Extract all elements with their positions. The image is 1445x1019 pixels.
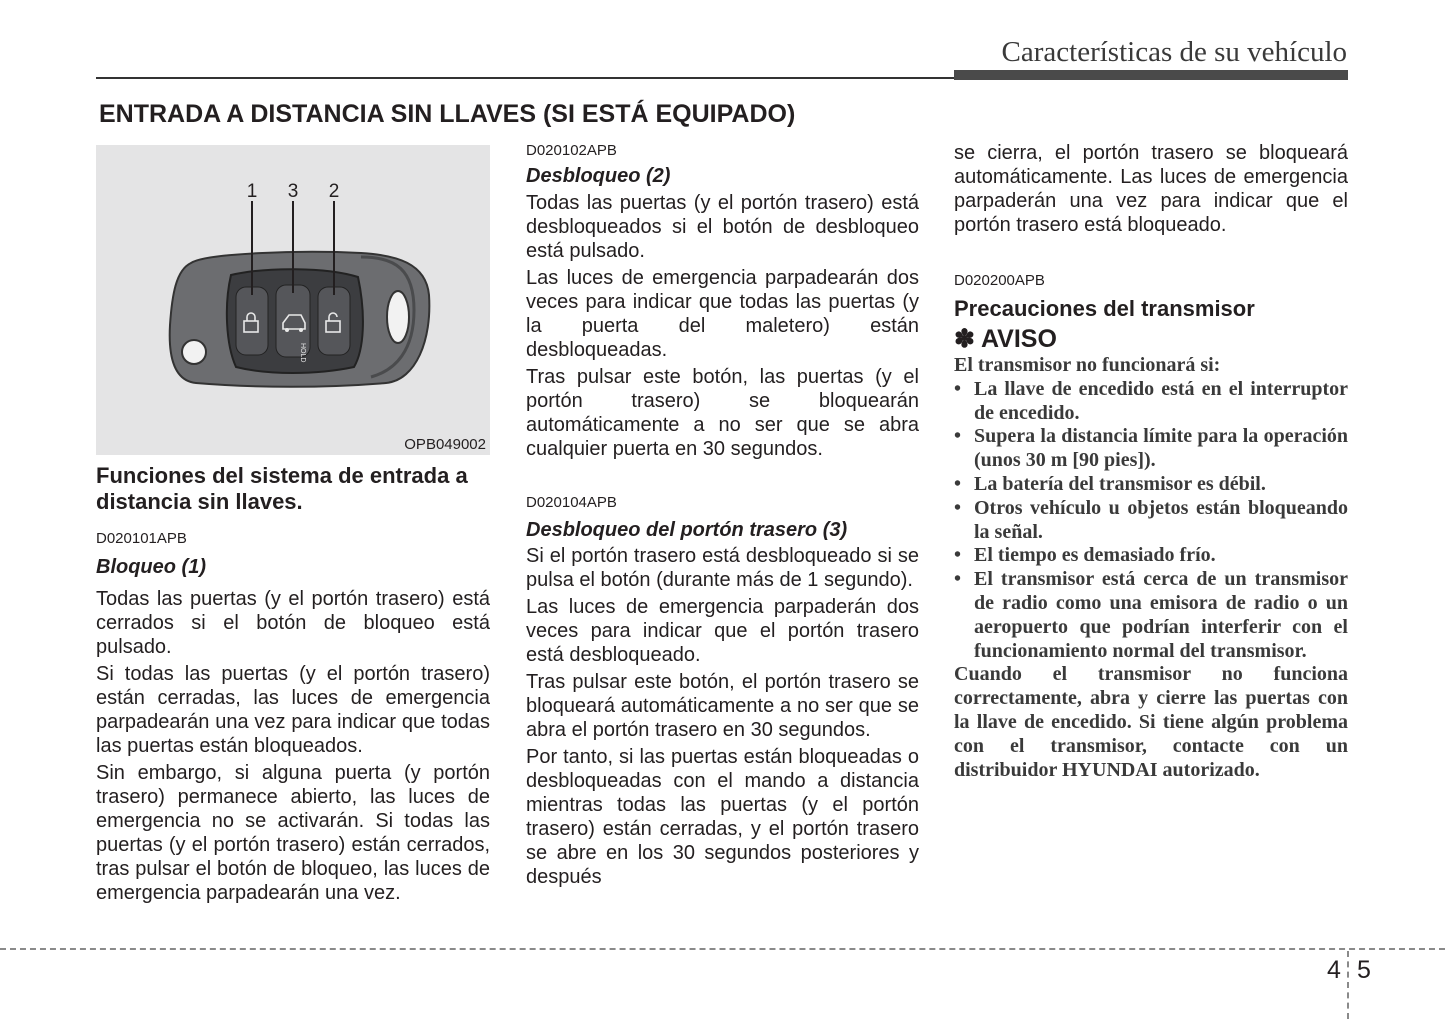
list-item: • El tiempo es demasiado frío. xyxy=(954,544,1216,567)
aviso-label: AVISO xyxy=(980,325,1057,353)
fob-lanyard-hole xyxy=(182,340,206,364)
key-fob-figure xyxy=(96,145,490,455)
running-header: Características de su vehículo xyxy=(1001,36,1347,68)
column-3 xyxy=(954,141,1348,782)
doc-code: D020101APB xyxy=(96,530,187,547)
bullet-icon: • xyxy=(954,472,962,495)
note-outro: Cuando el transmisor no funciona correctamente, abra y cierre las puertas con la llave de encedido. Si tiene algún problema con el transmisor, contacte con un distribuidor HYUNDAI autorizado. xyxy=(954,663,1348,781)
list-item: • El transmisor está cerca de un transmisor de radio como una emisora de radio o un aeropuerto que podrían interferir con el funcionamiento normal del transmisor. xyxy=(954,568,1348,662)
header-rule-thin xyxy=(96,77,956,79)
bullet-icon: • xyxy=(954,377,962,400)
callout-1: 1 xyxy=(246,181,258,202)
precautions-heading: Precauciones del transmisor xyxy=(954,296,1255,321)
paragraph: Las luces de emergencia parpaderán dos veces para indicar que el portón trasero está desbloqueado. xyxy=(526,596,919,666)
page-divider xyxy=(1347,951,1349,1019)
paragraph: Si todas las puertas (y el portón trasero) están cerradas, las luces de emergencia parpadearán una vez para indicar que todas las puertas están bloqueados. xyxy=(96,663,490,757)
paragraph: Todas las puertas (y el portón trasero) está cerrados si el botón de bloqueo está pulsado. xyxy=(96,588,490,658)
footer-rule xyxy=(0,948,1445,950)
paragraph-continuation: se cierra, el portón trasero se bloqueará automáticamente. Las luces de emergencia parpaderán una vez para indicar que el portón trasero está bloqueado. xyxy=(954,142,1348,236)
note-intro: El transmisor no funcionará si: xyxy=(954,354,1221,376)
functions-heading: Funciones del sistema de entrada a distancia sin llaves. xyxy=(96,463,468,514)
unlock-subheading: Desbloqueo (2) xyxy=(526,165,671,187)
aviso-heading xyxy=(954,324,1348,354)
paragraph: Si el portón trasero está desbloqueado si se pulsa el botón (durante más de 1 segundo). xyxy=(526,545,919,591)
section-title: ENTRADA A DISTANCIA SIN LLAVES (SI ESTÁ EQUIPADO) xyxy=(99,100,796,128)
paragraph: Sin embargo, si alguna puerta (y portón trasero) permanece abierto, las luces de emergencia no se activarán. Si todas las puertas (y el portón trasero) están cerrados, tras pulsar el botón de bloqueo, las luces de emergencia parpadearán una vez. xyxy=(96,762,490,904)
callout-3: 3 xyxy=(287,181,299,202)
paragraph: Tras pulsar este botón, el portón trasero se bloqueará automáticamente a no ser que se abra el portón trasero en 30 segundos. xyxy=(526,671,919,741)
page-number: 5 xyxy=(1357,956,1371,984)
header-rule-thick xyxy=(954,70,1348,80)
key-ring-hole xyxy=(387,291,409,343)
bullet-icon: • xyxy=(954,496,962,519)
doc-code: D020200APB xyxy=(954,272,1045,289)
bullet-icon: • xyxy=(954,544,962,567)
paragraph: Las luces de emergencia parpadearán dos veces para indicar que todas las puertas (y la puerta del maletero) están desbloqueadas. xyxy=(526,267,919,361)
list-item: • Otros vehículo u objetos están bloqueando la señal. xyxy=(954,496,1348,543)
list-item: • La batería del transmisor es débil. xyxy=(954,472,1266,495)
tailgate-subheading: Desbloqueo del portón trasero (3) xyxy=(526,519,848,541)
page-section: 4 xyxy=(1327,956,1341,984)
asterisk-icon: ✽ xyxy=(954,325,975,353)
key-fob-illustration xyxy=(96,145,490,455)
paragraph: Tras pulsar este botón, las puertas (y el portón trasero) se bloquearán automáticamente a no ser que se abra cualquier puerta en 30 segundos. xyxy=(526,366,919,460)
column-1 xyxy=(96,463,490,905)
list-item: • Supera la distancia límite para la operación (unos 30 m [90 pies]). xyxy=(954,425,1348,472)
paragraph: Todas las puertas (y el portón trasero) está desbloqueados si el botón de desbloqueo está pulsado. xyxy=(526,192,919,262)
list-item: • La llave de encedido está en el interruptor de encedido. xyxy=(954,377,1348,424)
doc-code: D020104APB xyxy=(526,494,617,511)
lock-subheading: Bloqueo (1) xyxy=(96,556,206,578)
hold-label: HOLD xyxy=(299,343,306,363)
callout-2: 2 xyxy=(328,181,340,202)
bullet-icon: • xyxy=(954,568,962,591)
doc-code: D020102APB xyxy=(526,142,617,159)
bullet-icon: • xyxy=(954,425,962,448)
paragraph: Por tanto, si las puertas están bloqueadas o desbloqueadas con el mando a distancia mientras todas las puertas (y el portón trasero) están cerradas, y el portón trasero se abre en los 30 segundos posteriores y después xyxy=(526,746,919,888)
figure-caption: OPB049002 xyxy=(404,436,486,453)
column-2 xyxy=(526,141,919,889)
